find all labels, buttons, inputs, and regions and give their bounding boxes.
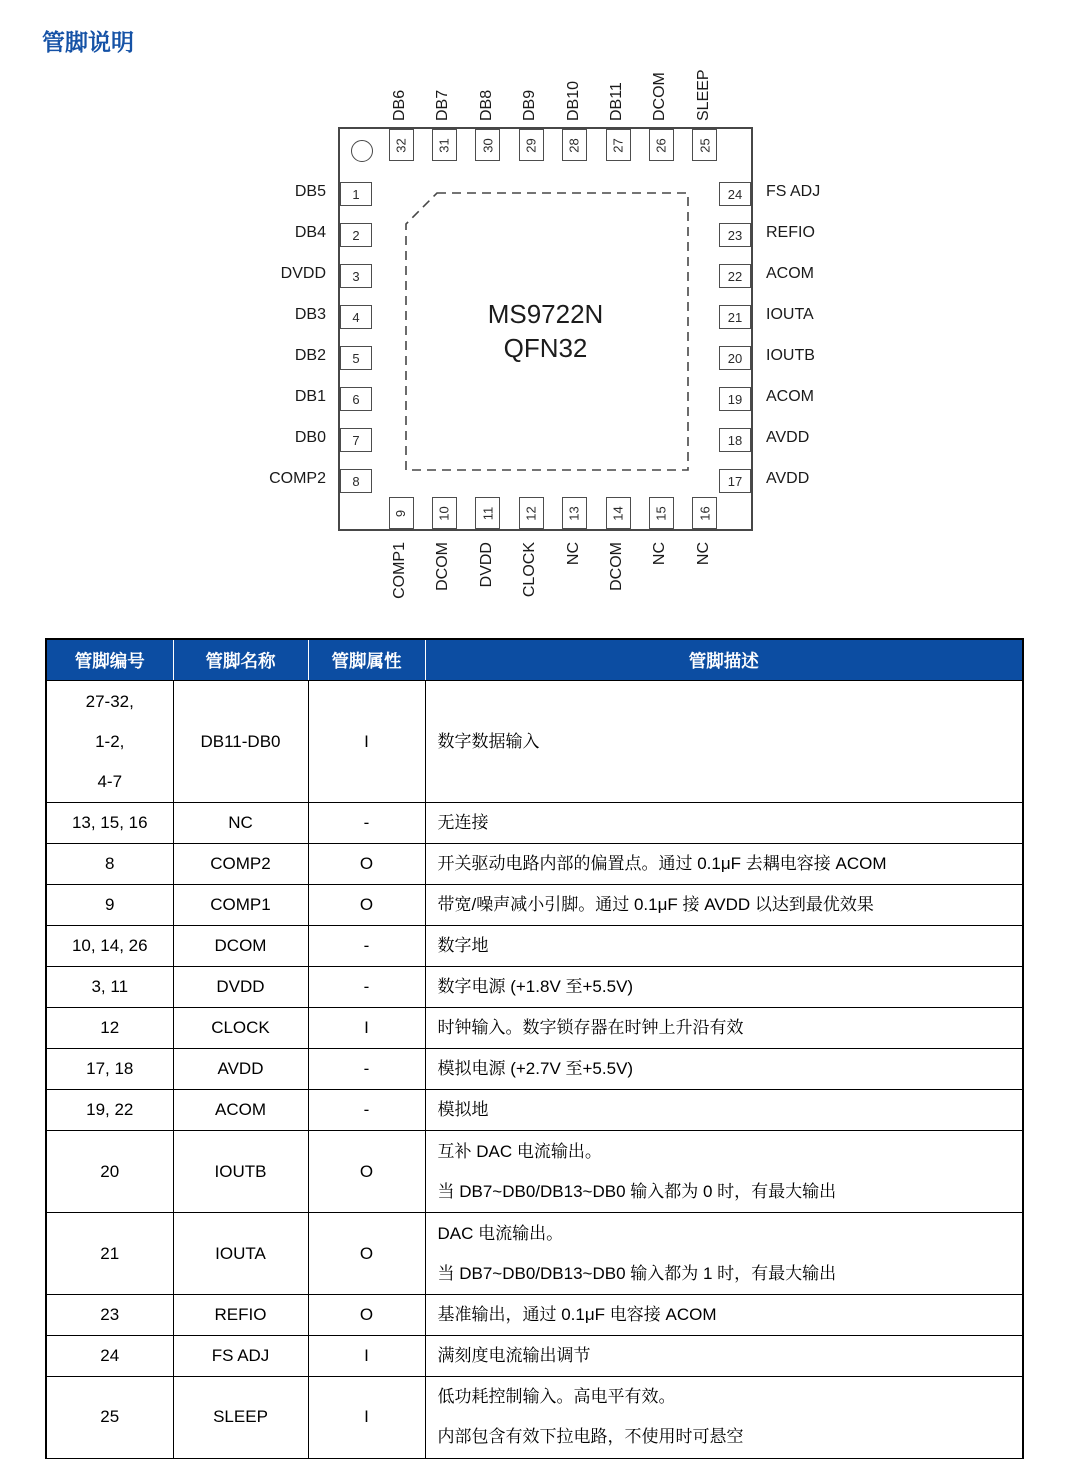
header-pin-name: 管脚名称 <box>173 639 308 681</box>
pin-box-31: 31 <box>432 129 457 161</box>
cell-pin-desc: 模拟地 <box>425 1090 1023 1131</box>
cell-pin-desc: 模拟电源 (+2.7V 至+5.5V) <box>425 1049 1023 1090</box>
cell-pin-name: IOUTB <box>173 1131 308 1213</box>
cell-pin-number: 3, 11 <box>46 967 173 1008</box>
pin-label-DB9: DB9 <box>521 89 539 121</box>
pin-label-DB2: DB2 <box>294 347 326 364</box>
cell-pin-name: REFIO <box>173 1295 308 1336</box>
pin-box-28: 28 <box>562 129 587 161</box>
pin-box-25: 25 <box>692 129 717 161</box>
pin-label-DB3: DB3 <box>294 306 326 323</box>
cell-pin-number: 19, 22 <box>46 1090 173 1131</box>
cell-pin-attr: O <box>308 1295 425 1336</box>
pin-box-14: 14 <box>606 497 631 529</box>
cell-pin-desc: DAC 电流输出。 当 DB7~DB0/DB13~DB0 输入都为 1 时，有最大输出 <box>425 1213 1023 1295</box>
cell-pin-desc: 时钟输入。数字锁存器在时钟上升沿有效 <box>425 1008 1023 1049</box>
pin-box-20: 20 <box>719 346 751 370</box>
pin-label-FS ADJ: FS ADJ <box>766 183 821 200</box>
cell-pin-name: IOUTA <box>173 1213 308 1295</box>
cell-pin-attr: O <box>308 1131 425 1213</box>
pin-label-DB11: DB11 <box>608 82 625 121</box>
pin-box-3: 3 <box>340 264 372 288</box>
pin-label-COMP1: COMP1 <box>391 542 408 599</box>
pin-box-30: 30 <box>475 129 500 161</box>
pin-box-6: 6 <box>340 387 372 411</box>
pin-table-body <box>46 681 1023 1459</box>
cell-pin-name: CLOCK <box>173 1008 308 1049</box>
pin-label-DVDD: DVDD <box>280 265 326 282</box>
pin-label-NC: NC <box>694 542 712 566</box>
pin-box-21: 21 <box>719 305 751 329</box>
chip-package-type: QFN32 <box>503 333 588 363</box>
pin-box-32: 32 <box>389 129 414 161</box>
pin-label-AVDD: AVDD <box>766 470 810 487</box>
cell-pin-name: FS ADJ <box>173 1336 308 1377</box>
pin-label-DCOM: DCOM <box>608 542 625 591</box>
pin-box-22: 22 <box>719 264 751 288</box>
cell-pin-name: NC <box>173 803 308 844</box>
pin-box-15: 15 <box>649 497 674 529</box>
table-row <box>46 885 1023 926</box>
cell-pin-number: 9 <box>46 885 173 926</box>
cell-pin-name: DCOM <box>173 926 308 967</box>
pin-box-23: 23 <box>719 223 751 247</box>
pin-label-DB4: DB4 <box>294 224 326 241</box>
table-header-row <box>46 639 1023 681</box>
pin-label-DB6: DB6 <box>391 89 408 121</box>
pin-box-11: 11 <box>475 497 500 529</box>
pin-label-DCOM: DCOM <box>651 72 669 121</box>
pin-box-18: 18 <box>719 428 751 452</box>
pin-label-ACOM: ACOM <box>766 388 814 405</box>
cell-pin-attr: O <box>308 844 425 885</box>
pin-description-table <box>45 638 1024 1459</box>
cell-pin-number: 25 <box>46 1377 173 1459</box>
cell-pin-desc: 低功耗控制输入。高电平有效。 内部包含有效下拉电路，不使用时可悬空 <box>425 1377 1023 1459</box>
pin-label-IOUTA: IOUTA <box>766 306 814 323</box>
cell-pin-name: AVDD <box>173 1049 308 1090</box>
pin-label-DCOM: DCOM <box>434 542 452 591</box>
cell-pin-number: 8 <box>46 844 173 885</box>
cell-pin-attr: I <box>308 681 425 803</box>
cell-pin-desc: 数字地 <box>425 926 1023 967</box>
pin-label-NC: NC <box>651 542 669 566</box>
pin-label-COMP2: COMP2 <box>269 470 326 487</box>
pin-box-7: 7 <box>340 428 372 452</box>
cell-pin-number: 13, 15, 16 <box>46 803 173 844</box>
cell-pin-attr: - <box>308 926 425 967</box>
cell-pin-desc: 基准输出，通过 0.1μF 电容接 ACOM <box>425 1295 1023 1336</box>
header-pin-number: 管脚编号 <box>46 639 173 681</box>
pin-label-CLOCK: CLOCK <box>521 542 539 598</box>
table-row <box>46 1049 1023 1090</box>
cell-pin-name: SLEEP <box>173 1377 308 1459</box>
cell-pin-attr: - <box>308 967 425 1008</box>
cell-pin-desc: 开关驱动电路内部的偏置点。通过 0.1μF 去耦电容接 ACOM <box>425 844 1023 885</box>
cell-pin-name: COMP1 <box>173 885 308 926</box>
table-row <box>46 1336 1023 1377</box>
cell-pin-desc: 带宽/噪声减小引脚。通过 0.1μF 接 AVDD 以达到最优效果 <box>425 885 1023 926</box>
chip-part-number: MS9722N <box>487 299 604 329</box>
pin-box-9: 9 <box>389 497 414 529</box>
table-row <box>46 803 1023 844</box>
pin-box-13: 13 <box>562 497 587 529</box>
table-row <box>46 1008 1023 1049</box>
chip-name <box>340 297 751 365</box>
cell-pin-desc: 满刻度电流输出调节 <box>425 1336 1023 1377</box>
cell-pin-attr: - <box>308 1049 425 1090</box>
cell-pin-name: DB11-DB0 <box>173 681 308 803</box>
pin-box-4: 4 <box>340 305 372 329</box>
header-pin-attr: 管脚属性 <box>308 639 425 681</box>
cell-pin-number: 17, 18 <box>46 1049 173 1090</box>
pin-box-8: 8 <box>340 469 372 493</box>
cell-pin-desc: 数字电源 (+1.8V 至+5.5V) <box>425 967 1023 1008</box>
pin-box-10: 10 <box>432 497 457 529</box>
header-pin-desc: 管脚描述 <box>425 639 1023 681</box>
pin-box-19: 19 <box>719 387 751 411</box>
pin-label-DB1: DB1 <box>294 388 326 405</box>
table-row <box>46 1213 1023 1295</box>
pin-label-ACOM: ACOM <box>766 265 814 282</box>
pin-box-5: 5 <box>340 346 372 370</box>
chip-package-diagram <box>338 127 753 531</box>
pin-box-12: 12 <box>519 497 544 529</box>
pin-label-DB10: DB10 <box>564 80 582 121</box>
cell-pin-desc: 数字数据输入 <box>425 681 1023 803</box>
pin-label-AVDD: AVDD <box>766 429 810 446</box>
table-row <box>46 967 1023 1008</box>
cell-pin-desc: 无连接 <box>425 803 1023 844</box>
pin-label-DB8: DB8 <box>477 89 495 121</box>
cell-pin-attr: I <box>308 1336 425 1377</box>
cell-pin-number: 24 <box>46 1336 173 1377</box>
table-row <box>46 681 1023 803</box>
cell-pin-number: 10, 14, 26 <box>46 926 173 967</box>
pin-box-1: 1 <box>340 182 372 206</box>
cell-pin-name: DVDD <box>173 967 308 1008</box>
pin-label-DB0: DB0 <box>294 429 326 446</box>
cell-pin-attr: I <box>308 1377 425 1459</box>
table-row <box>46 1377 1023 1459</box>
page-title: 管脚说明 <box>42 29 134 55</box>
pin-box-24: 24 <box>719 182 751 206</box>
cell-pin-number: 12 <box>46 1008 173 1049</box>
cell-pin-desc: 互补 DAC 电流输出。 当 DB7~DB0/DB13~DB0 输入都为 0 时，有最大输出 <box>425 1131 1023 1213</box>
table-row <box>46 1090 1023 1131</box>
cell-pin-attr: - <box>308 1090 425 1131</box>
pin-box-2: 2 <box>340 223 372 247</box>
table-row <box>46 1131 1023 1213</box>
pin-label-IOUTB: IOUTB <box>766 347 815 364</box>
pin-box-27: 27 <box>606 129 631 161</box>
table-row <box>46 844 1023 885</box>
table-row <box>46 1295 1023 1336</box>
pin-label-NC: NC <box>564 542 582 566</box>
cell-pin-number: 23 <box>46 1295 173 1336</box>
table-row <box>46 926 1023 967</box>
pin-label-SLEEP: SLEEP <box>694 69 712 121</box>
pin-label-REFIO: REFIO <box>766 224 815 241</box>
pin-label-DVDD: DVDD <box>477 542 495 588</box>
cell-pin-attr: I <box>308 1008 425 1049</box>
cell-pin-name: ACOM <box>173 1090 308 1131</box>
cell-pin-number: 21 <box>46 1213 173 1295</box>
pin-box-26: 26 <box>649 129 674 161</box>
pin-box-16: 16 <box>692 497 717 529</box>
pin-label-DB7: DB7 <box>434 89 452 121</box>
pin-box-29: 29 <box>519 129 544 161</box>
cell-pin-attr: O <box>308 885 425 926</box>
cell-pin-name: COMP2 <box>173 844 308 885</box>
cell-pin-number: 27-32, 1-2, 4-7 <box>46 681 173 803</box>
cell-pin-attr: O <box>308 1213 425 1295</box>
pin-label-DB5: DB5 <box>294 183 326 200</box>
cell-pin-attr: - <box>308 803 425 844</box>
cell-pin-number: 20 <box>46 1131 173 1213</box>
pin-box-17: 17 <box>719 469 751 493</box>
